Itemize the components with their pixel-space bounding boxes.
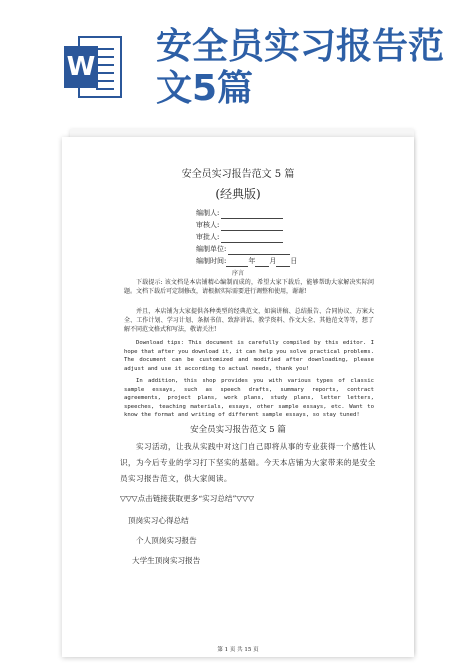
preface-paragraph-en-1: Download tips: This document is carefully compiled by this editor. I hope that after you download it, it can help you solve practical problems. The document can be customized and modified after downloading, please adjust and use it according to actual needs, thank you!	[124, 340, 374, 372]
meta-label: 编制单位:	[196, 245, 227, 253]
meta-row-author	[196, 207, 297, 219]
preface-paragraph-en-2: In addition, this shop provides you with various types of classic sample essays, such as speech drafts, summary reports, contract agreements, project plans, work plans, study plans, letter letters, speeches, teaching materials, essays, other sample essays, etc. Want to know the format and writing of different sample essays, so stay tuned!	[124, 378, 374, 419]
document-edition: (经典版)	[215, 187, 261, 201]
meta-label: 编制时间:	[196, 257, 227, 265]
meta-label: 审批人:	[196, 233, 220, 241]
meta-label: 审核人:	[196, 221, 220, 229]
link-internship-report[interactable]: 个人顶岗实习报告	[136, 536, 197, 545]
meta-row-approver	[196, 231, 297, 243]
meta-row-date	[196, 255, 297, 267]
preface-heading: 序言	[231, 270, 244, 277]
day-label: 日	[290, 257, 298, 265]
meta-row-reviewer	[196, 219, 297, 231]
word-icon	[64, 36, 122, 98]
meta-label: 编制人:	[196, 209, 220, 217]
preface-paragraph-cn-1: 下载提示: 该文档是本店铺精心编制而成的，希望大家下载后，能够帮助大家解决实际问题。文档下载后可定制修改，请根据实际需要进行调整和使用，谢谢!	[124, 279, 374, 295]
page-number: 第 1 页 共 15 页	[217, 647, 259, 653]
month-label: 月	[269, 257, 277, 265]
document-page	[62, 137, 414, 657]
metadata-block	[196, 207, 297, 267]
more-link-text[interactable]: ▽▽▽点击链接获取更多“实习总结”▽▽▽	[120, 494, 254, 503]
preface-paragraph-cn-2: 并且，本店铺为大家提供各种类型的经典范文，如演讲稿、总结报告、合同协议、方案大全、工作计划、学习计划、条据书信、致辞讲话、教学资料、作文大全、其他范文等等，想了解不同范文格式和写法，敬请关注!	[124, 308, 374, 333]
banner	[0, 0, 474, 120]
day-line	[276, 258, 290, 267]
meta-field-line	[228, 246, 290, 255]
meta-field-line	[221, 234, 283, 243]
section-title: 安全员实习报告范文 5 篇	[190, 425, 286, 435]
year-line	[226, 258, 248, 267]
body-paragraph: 实习活动，让我从实践中对这门自己即将从事的专业获得一个感性认识，为今后专业的学习打下坚实的基础。今天本店铺为大家带来的是安全员实习报告范文，供大家阅读。	[120, 442, 376, 483]
document-title: 安全员实习报告范文 5 篇	[181, 169, 295, 180]
month-line	[255, 258, 269, 267]
link-internship-summary[interactable]: 顶岗实习心得总结	[128, 516, 189, 525]
meta-row-unit	[196, 243, 297, 255]
banner-title: 安全员实习报告范文5篇	[156, 26, 445, 109]
link-college-internship-report[interactable]: 大学生顶岗实习报告	[132, 556, 201, 565]
word-badge: W	[64, 46, 98, 88]
meta-field-line	[221, 222, 283, 231]
year-label: 年	[248, 257, 256, 265]
meta-field-line	[221, 210, 283, 219]
